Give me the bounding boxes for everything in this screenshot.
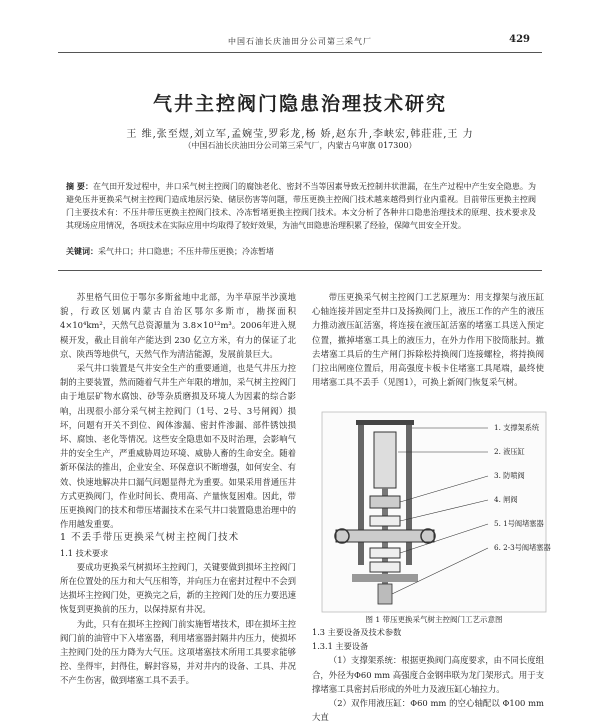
paper-affiliation: （中国石油长庆油田分公司第三采气厂，内蒙古乌审旗 017300） <box>183 141 417 150</box>
keywords-label: 关键词： <box>66 246 98 256</box>
gate-valve <box>370 516 400 526</box>
legend-item: 3. 防喷阀 <box>494 471 525 480</box>
support-frame-top <box>356 420 414 425</box>
right-column-bottom <box>312 625 544 723</box>
keywords <box>66 246 536 257</box>
paragraph: 采气井口装置是气井安全生产的重要通道，也是气井压力控制的主要装置，然而随着气井生产年限的增加，采气树主控阀门由于地层矿物水腐蚀、砂等杂质磨损及环境人为因素的综合影响，出现很小部分采气树主控阀门（1号、2号、3号闸阀）损坏，问题有开关不到位、阀体渗漏、密封件渗漏、部件锈蚀损坏、腐蚀、老化等情况。这些安全隐患如不及时治理，会影响气井的安全生产，严重威胁周边环境、威胁人畜的生命安全。随着新环保法的推出，企业安全、环保意识不断增强，如何安全、有效、快速地解决井口漏气问题显得尤为重要。如果采用普通压井方式更换阀门，作业时间长、费用高、产量恢复困难。因此，带压更换阀门的技术和带压堵漏技术在采气井口装置隐患治理中的作用越发重要。 <box>60 363 296 530</box>
right-column-top <box>312 290 544 400</box>
header-rule <box>58 52 542 53</box>
journal-name: 中国石油长庆油田分公司第三采气厂 <box>228 37 372 46</box>
support-column-left <box>358 425 364 565</box>
page-number: 429 <box>509 34 530 45</box>
paragraph: 要成功更换采气树损坏主控阀门，关键要做到损坏主控阀门所在位置处的压力和大气压相等，并向压力在密封过程中不会到达损坏主控阀门处，更换完之后，新的主控阀门处的压力要迅速恢复到更换前的压力，以保持原有井况。 <box>60 561 296 615</box>
wellhead-base <box>352 574 418 582</box>
tree-cross <box>336 530 434 542</box>
subsubsection-heading: 1.3.1 主要设备 <box>312 641 369 652</box>
hydraulic-cylinder <box>374 432 396 488</box>
subsection-heading: 1.1 技术要求 <box>60 547 109 558</box>
master-valve-1 <box>370 548 400 558</box>
legend-item: 6. 2-3号阀堵塞器 <box>494 543 551 552</box>
running-head <box>0 34 600 50</box>
plug-assembly <box>378 584 392 604</box>
legend-item: 1. 支撑架系统 <box>494 423 540 432</box>
master-valve-2 <box>370 562 400 572</box>
paragraph: （2）双作用液压缸：Φ60 mm 的空心轴配以 Φ100 mm 大直 <box>312 698 544 723</box>
figure-1-diagram <box>322 412 546 612</box>
paragraph: 为此，只有在损坏主控阀门前实施暂堵技术，即在损坏主控阀门前的油管中下入堵塞器，利用堵塞器封隔井内压力，使损坏主控阀门处的压力降为大气压。这项堵塞技术所用工具要求能够控、坐得牢，封得住，解封容易，并对井内的设备、工具、井况不产生伤害，做到堵塞工具不丢手。 <box>60 618 296 686</box>
left-column <box>60 290 296 690</box>
section-heading: 1 不丢手带压更换采气树主控阀门技术 <box>60 532 240 544</box>
paragraph: 带压更换采气树主控阀门工艺原理为：用支撑架与液压缸心轴连接并固定至井口及扬换阀门上，液压工作的产生的液压力推动液压缸活塞，将连接在液压缸活塞的堵塞工具送入预定位置，撤掉堵塞工具上的液压力，在外力作用下胶筒胀封。撤去堵塞工具后的生产闸门拆除松持换阀门连接螺栓，将持换阀门拉出闸座位置后，用高强度卡板卡住堵塞工具尾端，最终使用堵塞工具不丢手（见图1），可换上新阀门恢复采气树。 <box>312 292 544 388</box>
subsection-heading: 1.3 主要设备及技术参数 <box>312 627 402 637</box>
abstract-label: 摘 要： <box>66 181 94 191</box>
abstract <box>66 180 536 232</box>
abstract-text: 在气田开发过程中，井口采气树主控阀门的腐蚀老化、密封不当等因素导致无控制井状泄漏，在生产过程中产生安全隐患。为避免压井更换采气树主控阀门造成地层污染、储层伤害等问题，带压更换主控阀门技术越来越得到行业内重视。目前带压更换主控阀门主要技术有：不压井带压更换主控阀门技术、冷冻暂堵更换主控阀门技术。本文分析了各种井口隐患治理技术的原理、技术要求及其现场应用情况，各项技术在实际应用中均取得了较好效果，为油气田隐患治理积累了经验，保障气田安全开发。 <box>66 182 536 230</box>
paper-authors: 王 维,张至煜,刘立军,孟婉莹,罗彩龙,杨 娇,赵东升,李峡宏,韩莊莊,王 力 <box>126 129 474 140</box>
abstract-rule <box>58 270 542 271</box>
paper-title: 气井主控阀门隐患治理技术研究 <box>152 93 447 115</box>
legend-item: 5. 1号阀堵塞器 <box>494 519 544 528</box>
paragraph: （1）支撑架系统：根据更换阀门高度要求，由不同长度组合，外径为Φ60 mm 高强度合金钢串联为龙门架形式。用于支撑堵塞工具密封后形成的外吐力及液压缸心轴拉力。 <box>312 655 544 694</box>
legend-item: 4. 闸阀 <box>494 495 518 504</box>
paragraph: 苏里格气田位于鄂尔多斯盆地中北部，为半草原半沙漠地貌，行政区划属内蒙古自治区鄂尔多斯市，勘探面积 4×10⁴km²，天然气总资源量为 3.8×10¹²m³。2006年进入规模开发，截止目前年产能达到 230 亿立方米，有力的保证了北京、陕西等地供气，天然气作为清洁能源，发展前景巨大。 <box>60 292 296 359</box>
keywords-text: 采气井口；井口隐患；不压井带压更换；冷冻暂堵 <box>98 247 274 256</box>
support-column-right <box>406 425 412 565</box>
legend-item: 2. 液压缸 <box>494 447 525 456</box>
bop-valve <box>370 496 400 508</box>
figure-caption: 图 1 带压更换采气树主控阀门工艺示意图 <box>365 615 503 624</box>
